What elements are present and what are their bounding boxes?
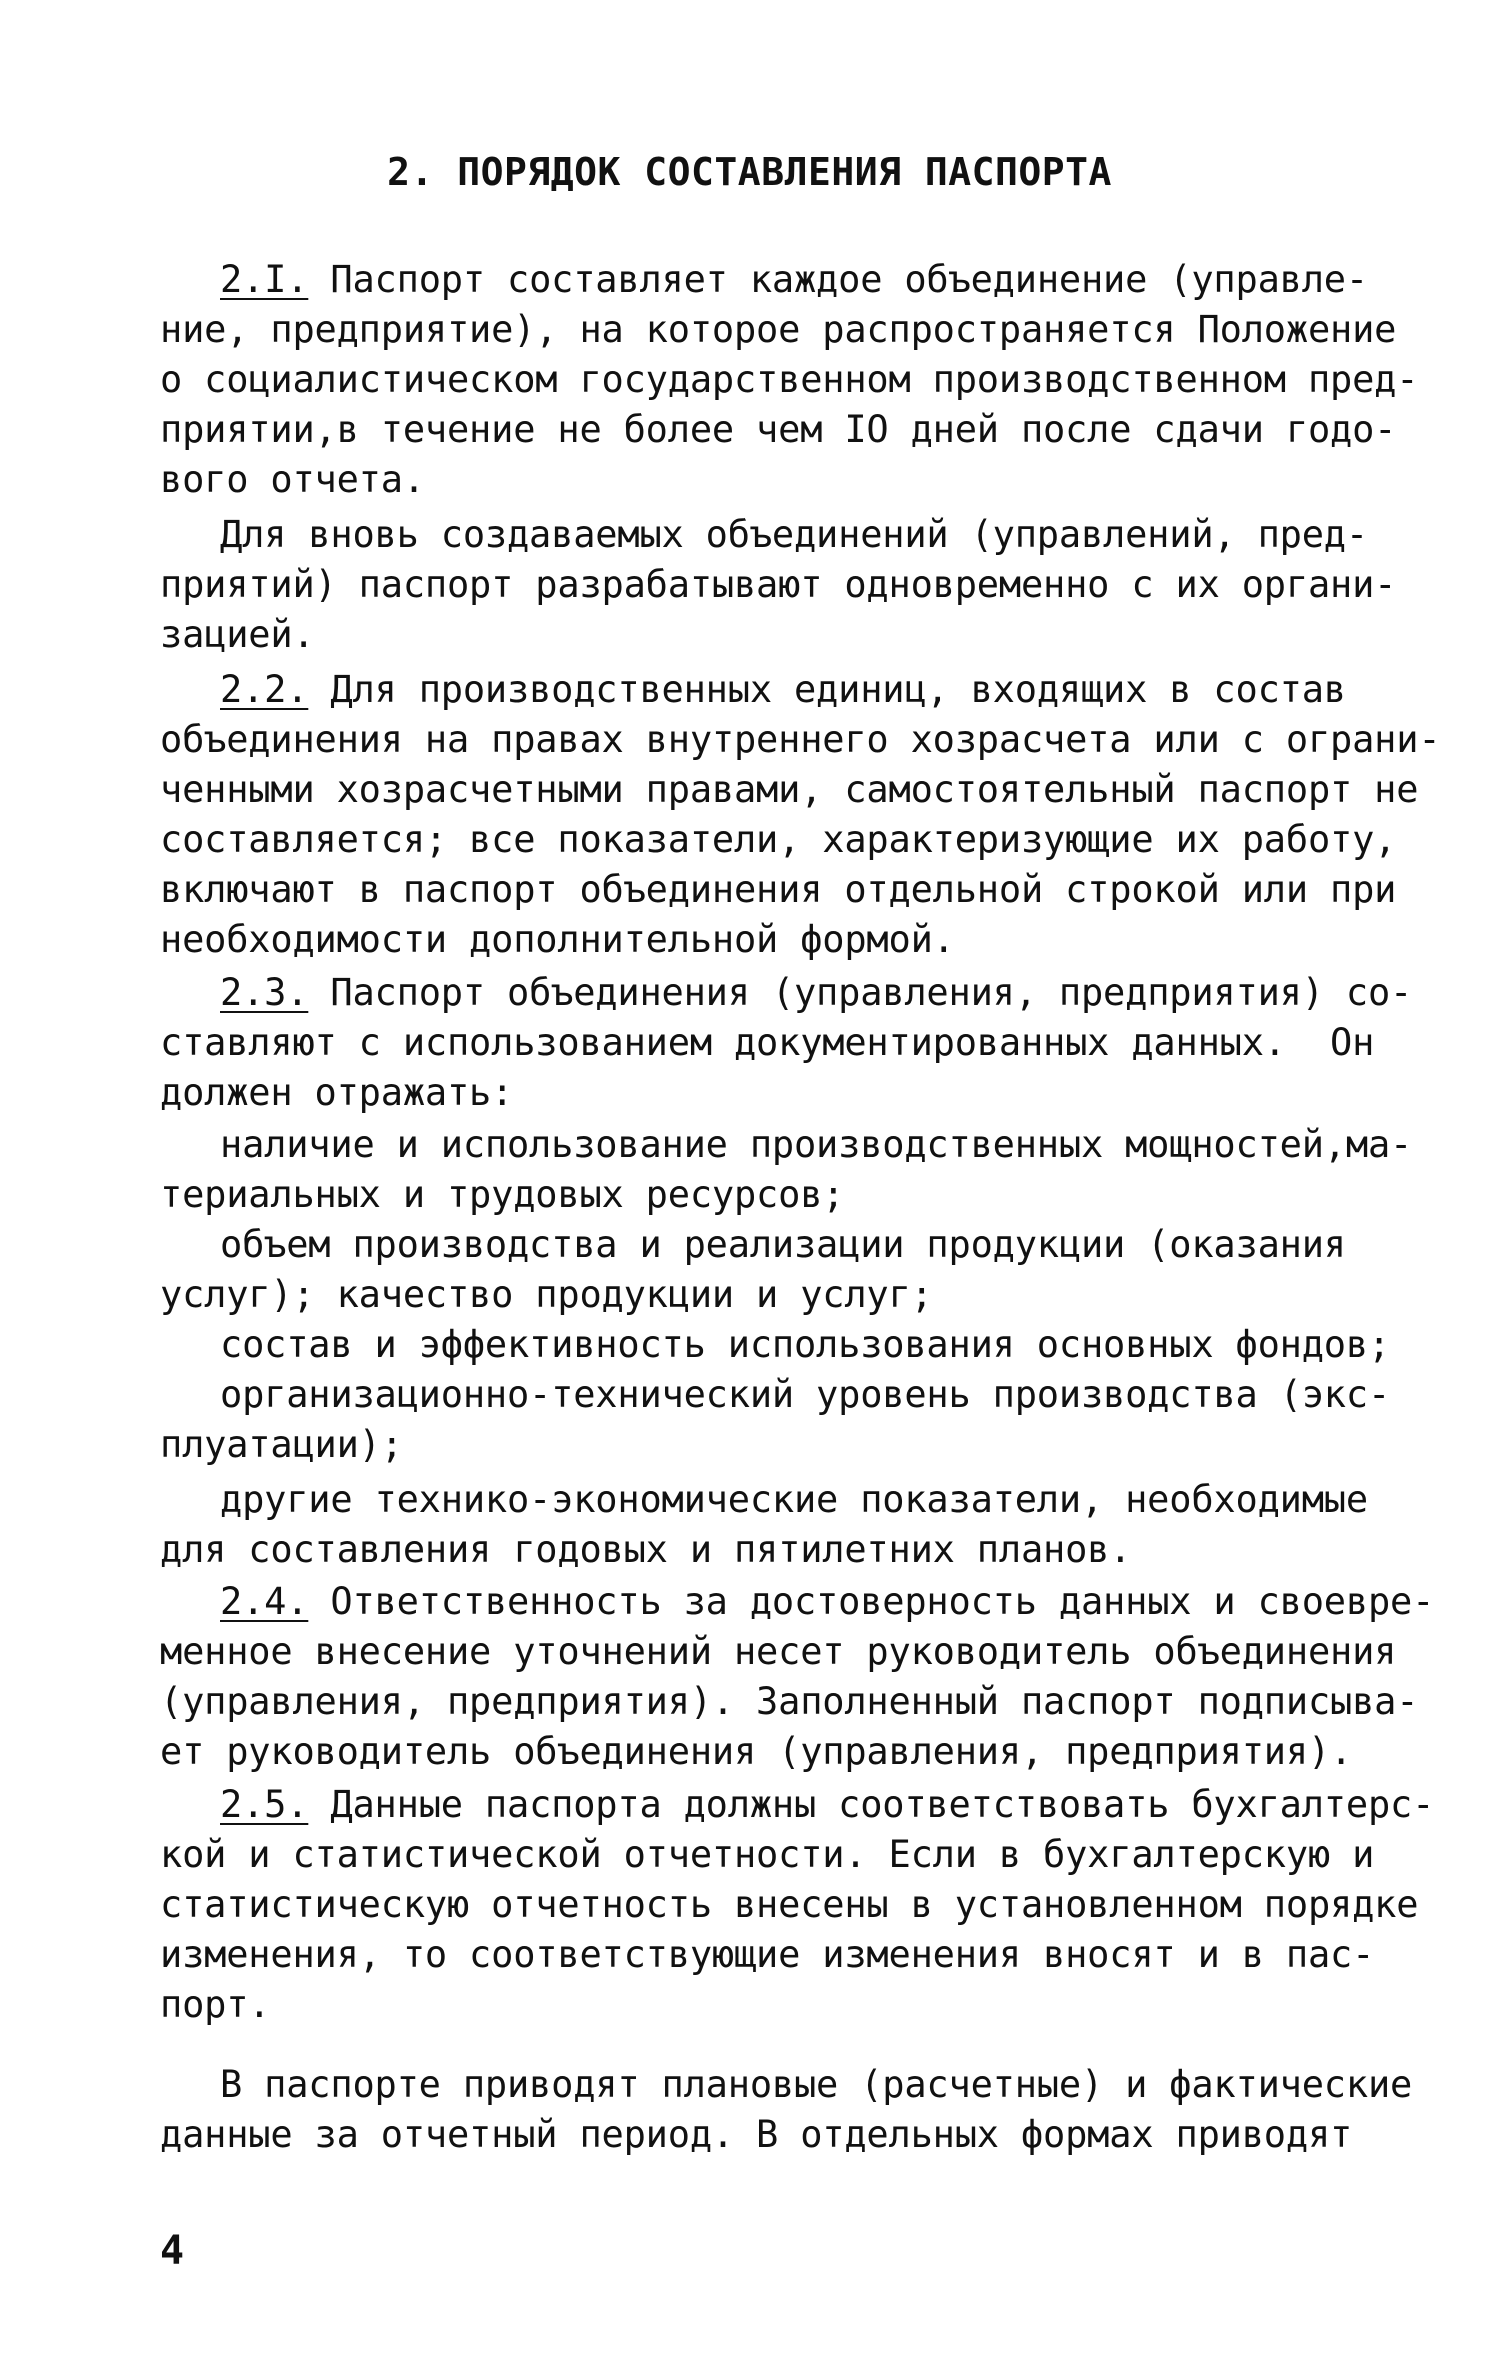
paragraph-2-4-line-2: менное внесение уточнений несет руководитель объединения [160, 1630, 1397, 1673]
clause-number: 2.3. [220, 971, 309, 1014]
paragraph-final-line-1: В паспорте приводят плановые (расчетные) и фактические [220, 2063, 1413, 2106]
paragraph-2-2-line-4: составляется; все показатели, характеризующие их работу, [160, 818, 1397, 861]
paragraph-final-line-2: данные за отчетный период. В отдельных формах приводят [160, 2113, 1353, 2156]
paragraph-2-2-line-1: 2.2. Для производственных единиц, входящих в состав [220, 668, 1346, 711]
paragraph-new-unions-line-3: зацией. [160, 613, 315, 656]
paragraph-2-2-line-2: объединения на правах внутреннего хозрасчета или с ограни- [160, 718, 1441, 761]
section-title: 2. ПОРЯДОК СОСТАВЛЕНИЯ ПАСПОРТА [387, 150, 1112, 194]
paragraph-2-5-line-5: порт. [160, 1983, 271, 2026]
paragraph-2-5-line-4: изменения, то соответствующие изменения вносят и в пас- [160, 1933, 1375, 1976]
list-item-production-line-1: объем производства и реализации продукции (оказания [220, 1223, 1346, 1266]
list-item-other-line-1: другие технико-экономические показатели, необходимые [220, 1478, 1368, 1521]
paragraph-2-4-line-4: ет руководитель объединения (управления, предприятия). [160, 1730, 1353, 1773]
list-item-tech-level-line-2: плуатации); [160, 1423, 403, 1466]
paragraph-2-4-line-3: (управления, предприятия). Заполненный паспорт подписыва- [160, 1680, 1419, 1723]
paragraph-2-2-line-5: включают в паспорт объединения отдельной строкой или при [160, 868, 1397, 911]
paragraph-2-1-line-3: о социалистическом государственном производственном пред- [160, 358, 1419, 401]
clause-number: 2.5. [220, 1783, 309, 1826]
paragraph-2-5-line-3: статистическую отчетность внесены в установленном порядке [160, 1883, 1419, 1926]
paragraph-2-1-line-2: ние, предприятие), на которое распространяется Положение [160, 308, 1397, 351]
list-item-capacities-line-1: наличие и использование производственных мощностей,ма- [220, 1123, 1413, 1166]
clause-number: 2.2. [220, 668, 309, 711]
list-item-other-line-2: для составления годовых и пятилетних планов. [160, 1528, 1132, 1571]
paragraph-2-3-line-2: ставляют с использованием документированных данных. Он [160, 1021, 1375, 1064]
paragraph-2-5-line-1: 2.5. Данные паспорта должны соответствовать бухгалтерс- [220, 1783, 1435, 1826]
clause-number: 2.4. [220, 1580, 309, 1623]
paragraph-2-3-line-3: должен отражать: [160, 1071, 514, 1114]
paragraph-2-1-line-1: 2.I. Паспорт составляет каждое объединение (управле- [220, 258, 1368, 301]
paragraph-2-4-line-1: 2.4. Ответственность за достоверность данных и своевре- [220, 1580, 1435, 1623]
paragraph-2-2-line-3: ченными хозрасчетными правами, самостоятельный паспорт не [160, 768, 1419, 811]
paragraph-new-unions-line-2: приятий) паспорт разрабатывают одновременно с их органи- [160, 563, 1397, 606]
list-item-production-line-2: услуг); качество продукции и услуг; [160, 1273, 933, 1316]
paragraph-2-2-line-6: необходимости дополнительной формой. [160, 918, 955, 961]
paragraph-2-1-line-4: приятии,в течение не более чем IO дней после сдачи годо- [160, 408, 1397, 451]
paragraph-new-unions-line-1: Для вновь создаваемых объединений (управлений, пред- [220, 513, 1368, 556]
list-item-funds: состав и эффективность использования основных фондов; [220, 1323, 1391, 1366]
paragraph-2-1-line-5: вого отчета. [160, 458, 425, 501]
paragraph-2-3-line-1: 2.3. Паспорт объединения (управления, предприятия) со- [220, 971, 1413, 1014]
list-item-capacities-line-2: териальных и трудовых ресурсов; [160, 1173, 845, 1216]
clause-number: 2.I. [220, 258, 309, 301]
paragraph-2-5-line-2: кой и статистической отчетности. Если в бухгалтерскую и [160, 1833, 1375, 1876]
page-number: 4 [160, 2228, 185, 2274]
list-item-tech-level-line-1: организационно-технический уровень производства (экс- [220, 1373, 1391, 1416]
